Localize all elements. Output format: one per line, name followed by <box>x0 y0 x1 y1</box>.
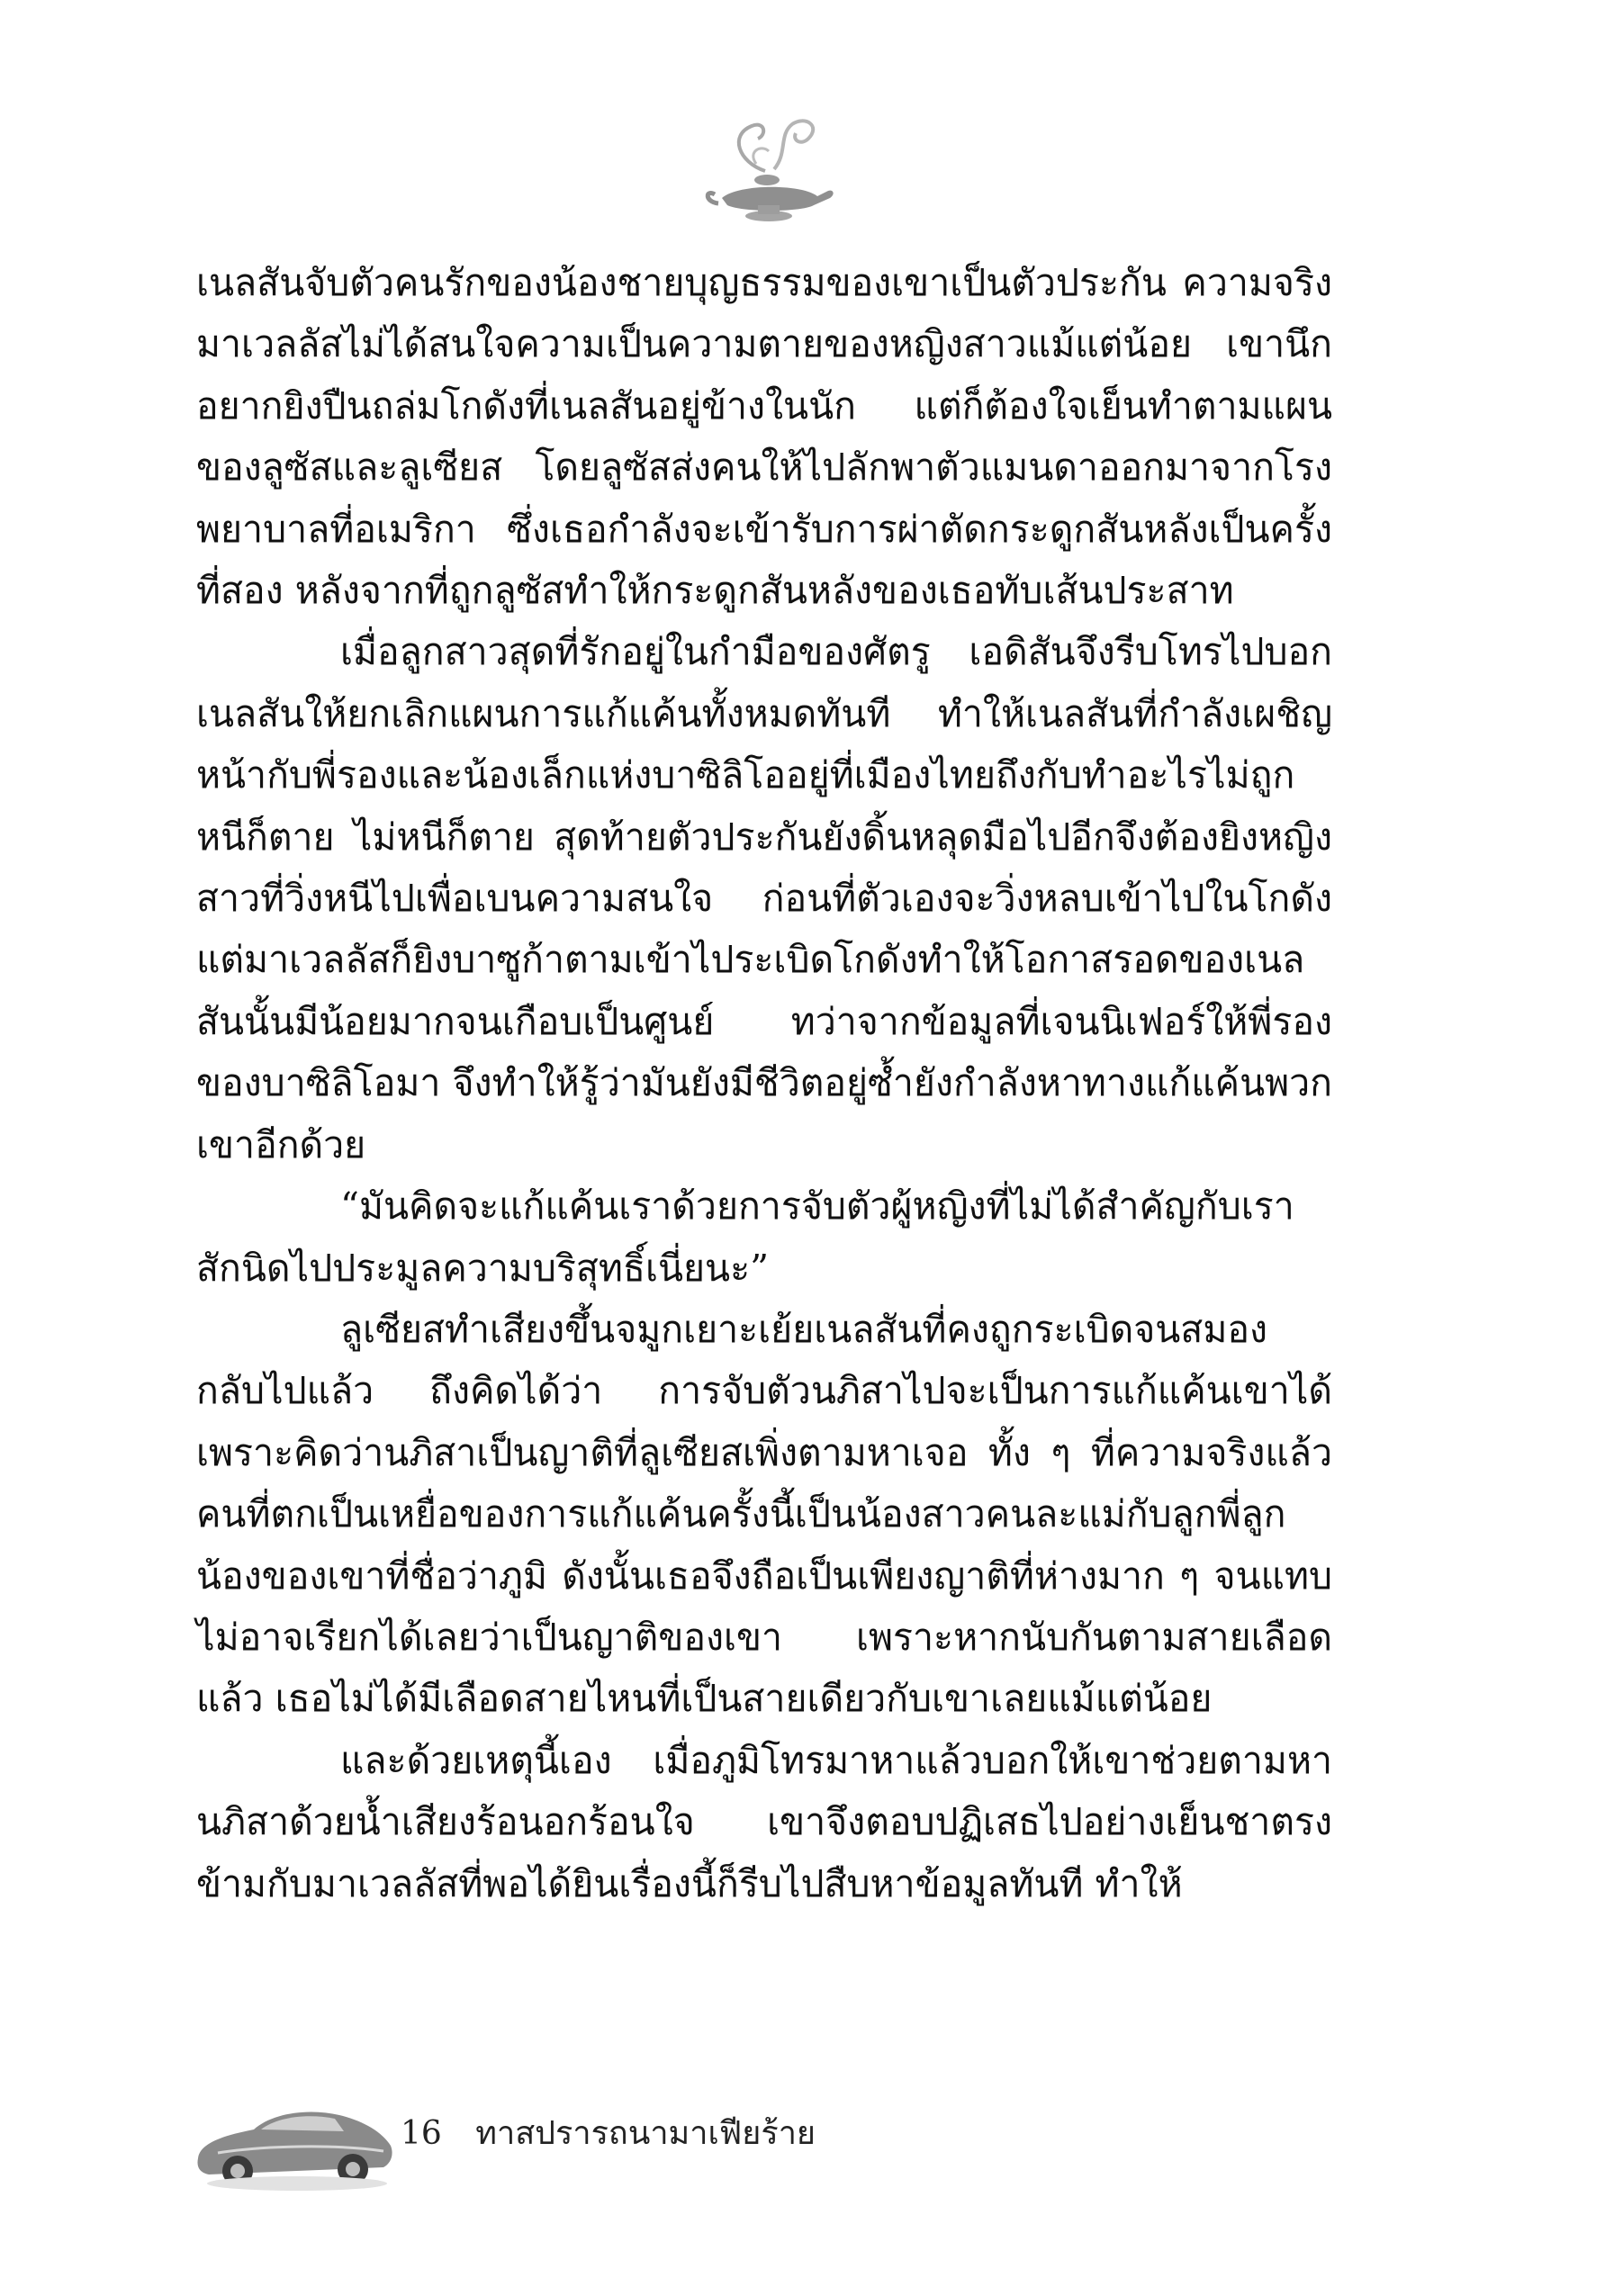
page-number: 16 <box>401 2115 442 2152</box>
book-title: ทาสปรารถนามาเฟียร้าย <box>475 2115 816 2152</box>
paragraph: เมื่อลูกสาวสุดที่รักอยู่ในกำมือของศัตรู เอดิสันจึงรีบโทรไปบอกเนลสันให้ยกเลิกแผนการแก้แค้นทั้งหมดทันที ทำให้เนลสันที่กำลังเผชิญหน้ากับพี่รองและน้องเล็กแห่งบาซิลิโออยู่ที่เมืองไทยถึงกับทำอะไรไม่ถูก หนีก็ตาย ไม่หนีก็ตาย สุดท้ายตัวประกันยังดิ้นหลุดมือไปอีกจึงต้องยิงหญิงสาวที่วิ่งหนีไปเพื่อเบนความสนใจ ก่อนที่ตัวเองจะวิ่งหลบเข้าไปในโกดัง แต่มาเวลลัสก็ยิงบาซูก้าตามเข้าไประเบิดโกดังทำให้โอกาสรอดของเนลสันนั้นมีน้อยมากจนเกือบเป็นศูนย์ ทว่าจากข้อมูลที่เจนนิเฟอร์ให้พี่รองของบาซิลิโอมา จึงทำให้รู้ว่ามันยังมีชีวิตอยู่ซ้ำยังกำลังหาทางแก้แค้นพวกเขาอีกด้วย <box>196 630 1332 1166</box>
paragraph: เนลสันจับตัวคนรักของน้องชายบุญธรรมของเขาเป็นตัวประกัน ความจริงมาเวลลัสไม่ได้สนใจความเป็นความตายของหญิงสาวแม้แต่น้อย เขานึกอยากยิงปืนถล่มโกดังที่เนลสันอยู่ข้างในนัก แต่ก็ต้องใจเย็นทำตามแผนของลูซัสและลูเซียส โดยลูซัสส่งคนให้ไปลักพาตัวแมนดาออกมาจากโรงพยาบาลที่อเมริกา ซึ่งเธอกำลังจะเข้ารับการผ่าตัดกระดูกสันหลังเป็นครั้งที่สอง หลังจากที่ถูกลูซัสทำให้กระดูกสันหลังของเธอทับเส้นประสาท <box>196 261 1332 613</box>
paragraph: และด้วยเหตุนี้เอง เมื่อภูมิโทรมาหาแล้วบอกให้เขาช่วยตามหานภิสาด้วยน้ำเสียงร้อนอกร้อนใจ เขาจึงตอบปฏิเสธไปอย่างเย็นชาตรงข้ามกับมาเวลลัสที่พอได้ยินเรื่องนี้ก็รีบไปสืบหาข้อมูลทันที ทำให้ <box>196 1738 1332 1905</box>
sports-car-icon <box>191 2088 398 2196</box>
page-footer <box>401 2102 816 2165</box>
body-text <box>196 252 1332 1914</box>
paragraph: ลูเซียสทำเสียงขึ้นจมูกเยาะเย้ยเนลสันที่คงถูกระเบิดจนสมองกลับไปแล้ว ถึงคิดได้ว่า การจับตัวนภิสาไปจะเป็นการแก้แค้นเขาได้ เพราะคิดว่านภิสาเป็นญาติที่ลูเซียสเพิ่งตามหาเจอ ทั้ง ๆ ที่ความจริงแล้วคนที่ตกเป็นเหยื่อของการแก้แค้นครั้งนี้เป็นน้องสาวคนละแม่กับลูกพี่ลูกน้องของเขาที่ชื่อว่าภูมิ ดังนั้นเธอจึงถือเป็นเพียงญาติที่ห่างมาก ๆ จนแทบไม่อาจเรียกได้เลยว่าเป็นญาติของเขา เพราะหากนับกันตามสายเลือดแล้ว เธอไม่ได้มีเลือดสายไหนที่เป็นสายเดียวกับเขาเลยแม้แต่น้อย <box>196 1307 1332 1721</box>
magic-lamp-icon <box>702 108 837 230</box>
paragraph: “มันคิดจะแก้แค้นเราด้วยการจับตัวผู้หญิงที่ไม่ได้สำคัญกับเราสักนิดไปประมูลความบริสุทธิ์เนี่ยนะ” <box>196 1184 1294 1290</box>
